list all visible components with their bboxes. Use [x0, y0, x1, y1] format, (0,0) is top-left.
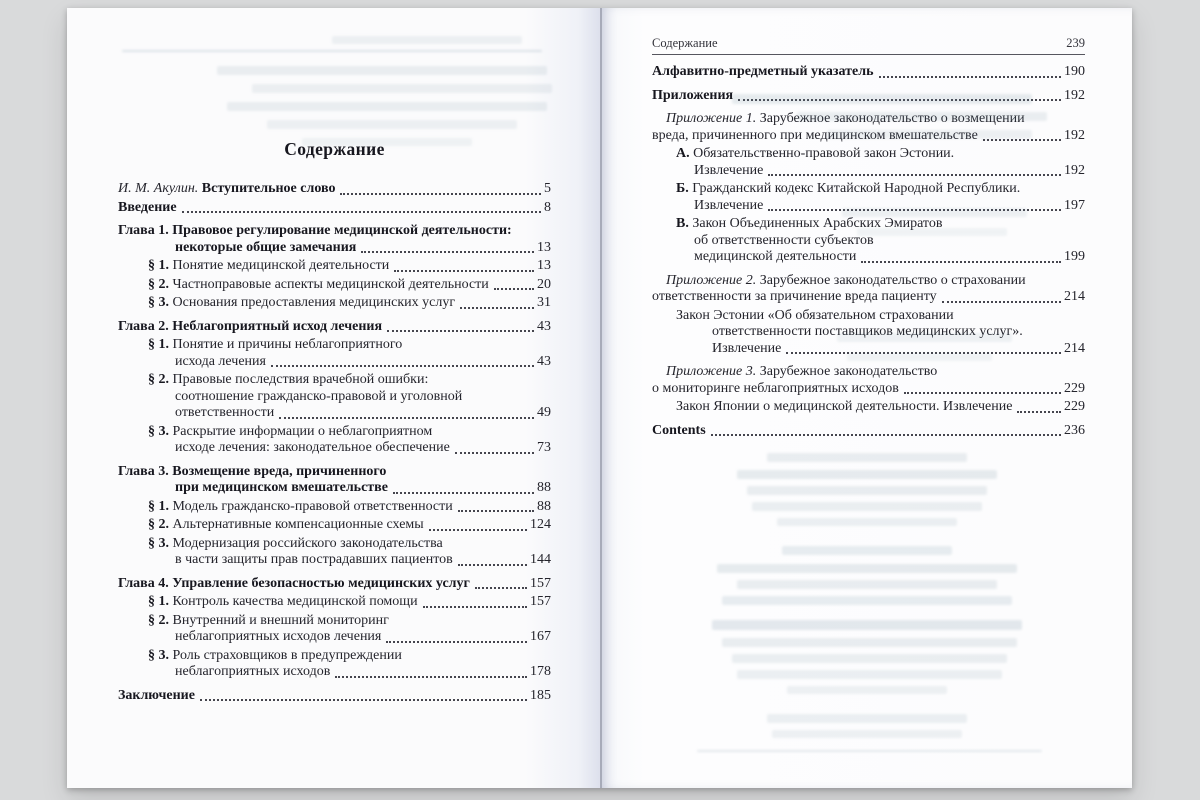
toc-entry — [652, 146, 1085, 179]
toc-page-number: 192 — [1064, 87, 1085, 103]
toc-text-segment: Б. — [676, 181, 693, 196]
dot-leader — [458, 564, 527, 566]
toc-line — [148, 277, 551, 294]
toc-line — [676, 399, 1085, 416]
toc-entry — [118, 576, 551, 593]
toc-entry — [652, 111, 1085, 144]
dot-leader — [458, 510, 534, 512]
toc-entry — [652, 308, 1085, 358]
toc-text-segment: Модернизация российского законодательства — [172, 535, 443, 551]
toc-entry — [118, 295, 551, 312]
toc-text-segment: § 2. — [148, 517, 173, 532]
bleed-through-ghost — [777, 518, 957, 526]
bleed-through-ghost — [752, 502, 982, 511]
toc-text — [652, 128, 978, 145]
toc-text-segment: Извлечение — [694, 162, 764, 178]
bleed-through-ghost — [767, 714, 967, 723]
toc-text — [148, 372, 428, 387]
toc-text — [175, 405, 274, 422]
toc-line — [652, 128, 1085, 145]
dot-leader — [386, 641, 527, 643]
toc-text-segment: Извлечение — [712, 340, 782, 356]
dot-leader — [904, 392, 1061, 394]
toc-page-number: 214 — [1064, 340, 1085, 356]
toc-text — [175, 240, 356, 257]
toc-text-segment: Частноправовые аспекты медицинской деятельности — [172, 276, 489, 292]
toc-text-segment: Зарубежное законодательство о страховании — [756, 272, 1026, 288]
toc-entry — [118, 372, 551, 422]
toc-line — [148, 424, 551, 441]
toc-line — [712, 324, 1085, 341]
toc-text — [694, 198, 763, 215]
toc-text-segment: об ответственности субъектов — [694, 232, 874, 248]
left-page — [67, 8, 600, 788]
dot-leader — [711, 434, 1061, 436]
toc-line — [652, 423, 1085, 440]
toc-line — [148, 536, 551, 553]
bleed-through-ghost — [332, 36, 522, 44]
toc-text-segment: § 2. — [148, 612, 173, 628]
toc-line — [694, 198, 1085, 215]
bleed-through-ghost — [782, 546, 952, 555]
toc-entry — [118, 200, 551, 217]
dot-leader — [879, 76, 1061, 78]
dot-leader — [786, 352, 1061, 354]
toc-text — [676, 399, 1012, 416]
dot-leader — [335, 676, 527, 678]
toc-line — [712, 341, 1085, 358]
toc-page-number: 8 — [544, 199, 551, 215]
toc-line — [694, 233, 1085, 250]
toc-page-number: 31 — [537, 295, 551, 310]
toc-line — [175, 405, 551, 422]
toc-text-segment: исхода лечения — [175, 353, 266, 369]
toc-text-segment: Извлечение — [694, 197, 764, 213]
toc-text-segment: § 3. — [148, 295, 173, 310]
toc-line — [148, 517, 551, 534]
toc-entry — [652, 273, 1085, 306]
toc-text-segment: Раскрытие информации о неблагоприятном — [172, 423, 433, 439]
toc-text — [652, 88, 733, 105]
toc-text-segment: Закон Объединенных Арабских Эмиратов — [692, 216, 943, 231]
toc-page-number: 49 — [537, 405, 551, 420]
toc-text-segment: при медицинском вмешательстве — [175, 480, 388, 495]
right-page — [600, 8, 1132, 788]
toc-text-segment: § 3. — [148, 535, 173, 551]
toc-text-segment: исходе лечения: законодательное обеспечение — [175, 440, 450, 455]
toc-line — [652, 88, 1085, 105]
toc-text — [148, 517, 424, 534]
toc-text — [175, 389, 462, 404]
toc-entry — [652, 216, 1085, 266]
toc-text-segment: ответственности — [175, 405, 275, 420]
bleed-through-ghost — [737, 470, 997, 479]
toc-text-segment: медицинской деятельности — [694, 249, 857, 264]
toc-line — [148, 372, 551, 389]
toc-line — [118, 464, 551, 481]
toc-entry — [118, 594, 551, 611]
toc-entry — [118, 277, 551, 294]
toc-text-segment: Глава 4. Управление безопасностью медицинских услуг — [118, 575, 470, 591]
toc-entry — [118, 337, 551, 370]
toc-text-segment: § 3. — [148, 423, 173, 439]
toc-line — [652, 64, 1085, 81]
toc-page-number: 199 — [1064, 249, 1085, 264]
toc-text — [175, 552, 453, 569]
toc-page-number: 43 — [537, 353, 551, 369]
bleed-through-ghost — [697, 750, 1042, 752]
toc-line — [148, 594, 551, 611]
toc-text-segment: Contents — [652, 422, 706, 438]
dot-leader — [983, 139, 1061, 141]
toc-text — [118, 181, 335, 198]
toc-entry — [652, 364, 1085, 397]
toc-text-segment: § 1. — [148, 498, 173, 514]
toc-text — [694, 163, 763, 180]
dot-leader — [200, 699, 527, 701]
dot-leader — [429, 529, 527, 531]
toc-line — [676, 308, 1085, 325]
dot-leader — [182, 211, 541, 213]
dot-leader — [494, 288, 534, 290]
dot-leader — [460, 307, 534, 309]
toc-text-segment: Закон Эстонии «Об обязательном страховании — [676, 307, 954, 323]
toc-page-number: 197 — [1064, 197, 1085, 213]
dot-leader — [279, 417, 534, 419]
toc-line — [148, 613, 551, 630]
toc-entry — [652, 399, 1085, 416]
toc-text-segment: Приложение 2. — [666, 272, 757, 288]
toc-line — [175, 240, 551, 257]
toc-page-number: 178 — [530, 664, 551, 679]
toc-text — [652, 381, 899, 398]
toc-text — [676, 181, 1020, 196]
page-title: Содержание — [284, 139, 385, 159]
toc-text-segment: И. М. Акулин. — [118, 181, 202, 196]
toc-line — [676, 216, 1085, 233]
toc-line — [175, 664, 551, 681]
toc-line — [666, 364, 1085, 381]
toc-entry — [118, 464, 551, 497]
bleed-through-ghost — [732, 654, 1007, 663]
toc-text-segment: ответственности поставщиков медицинских услуг». — [712, 324, 1023, 339]
toc-line — [175, 440, 551, 457]
toc-text-segment: Роль страховщиков в предупреждении — [172, 647, 402, 663]
toc-page-number: 13 — [537, 258, 551, 273]
header-rule — [652, 54, 1085, 55]
toc-page-number: 73 — [537, 440, 551, 455]
toc-text-segment: в части защиты прав пострадавших пациентов — [175, 552, 453, 567]
toc-text-segment: Правовые последствия врачебной ошибки: — [172, 372, 429, 387]
toc-text-segment: Глава 2. Неблагоприятный исход лечения — [118, 318, 383, 334]
toc-text — [148, 277, 489, 294]
toc-page-number: 20 — [537, 276, 551, 292]
toc-page-number: 192 — [1064, 127, 1085, 143]
dot-leader — [387, 330, 534, 332]
toc-text-segment: § 2. — [148, 372, 173, 387]
toc-text — [148, 613, 389, 628]
toc-line — [118, 223, 551, 240]
toc-text — [712, 324, 1023, 339]
toc-text-segment: некоторые общие замечания — [175, 239, 357, 255]
toc-line — [118, 688, 551, 705]
toc-text-segment: Приложение 3. — [666, 364, 757, 379]
toc-text-segment: Модель гражданско-правовой ответственности — [172, 498, 453, 514]
toc-text — [175, 664, 330, 681]
toc-entry — [118, 517, 551, 534]
toc-text — [712, 341, 781, 358]
toc-page-number: 124 — [530, 517, 551, 532]
toc-text-segment: Понятие медицинской деятельности — [172, 258, 390, 273]
toc-text-segment: Алфавитно-предметный указатель — [652, 64, 874, 79]
dot-leader — [768, 209, 1061, 211]
dot-leader — [455, 452, 534, 454]
toc-text-segment: А. — [676, 146, 694, 161]
toc-text — [694, 249, 856, 266]
toc-line — [175, 354, 551, 371]
dot-leader — [861, 261, 1061, 263]
toc-text-segment: § 2. — [148, 276, 173, 292]
toc-text-segment: Контроль качества медицинской помощи — [172, 594, 418, 609]
toc-page-number: 185 — [530, 687, 551, 703]
toc-page-number: 88 — [537, 480, 551, 495]
bleed-through-ghost — [227, 102, 547, 111]
toc-text — [148, 258, 389, 275]
toc-page-number: 229 — [1064, 399, 1085, 414]
bleed-through-ghost — [717, 564, 1017, 573]
toc-text — [666, 364, 937, 379]
dot-leader — [393, 492, 534, 494]
bleed-through-ghost — [722, 596, 1012, 605]
dot-leader — [340, 193, 541, 195]
toc-entry — [652, 88, 1085, 105]
folio-page-number: 239 — [1066, 36, 1085, 50]
toc-text — [175, 440, 450, 457]
toc-text — [666, 273, 1026, 288]
toc-text-segment: соотношение гражданско-правовой и уголовной — [175, 388, 463, 404]
toc-page-number: 144 — [530, 552, 551, 567]
toc-entry — [118, 536, 551, 569]
toc-entry — [118, 424, 551, 457]
toc-text — [118, 576, 470, 593]
toc-entry — [118, 181, 551, 198]
toc-page-number: 13 — [537, 239, 551, 255]
toc-text-segment: Зарубежное законодательство о возмещении — [756, 111, 1025, 126]
bleed-through-ghost — [772, 730, 962, 738]
dot-leader — [942, 301, 1061, 303]
toc-page-number: 192 — [1064, 162, 1085, 178]
toc-text-segment: Вступительное слово — [201, 181, 336, 196]
running-head — [652, 36, 1085, 51]
toc-text — [666, 111, 1025, 126]
dot-leader — [738, 99, 1061, 101]
toc-line — [652, 289, 1085, 306]
toc-text — [676, 216, 942, 231]
toc-line — [652, 381, 1085, 398]
toc-text-segment: Введение — [118, 199, 177, 215]
toc-page-number: 236 — [1064, 422, 1085, 438]
toc-text-segment: неблагоприятных исходов лечения — [175, 629, 382, 644]
toc-line — [118, 576, 551, 593]
toc-text — [175, 629, 381, 646]
toc-text-segment: Глава 3. Возмещение вреда, причиненного — [118, 463, 387, 479]
toc-text-segment: Глава 1. Правовое регулирование медицинской деятельности: — [118, 223, 512, 238]
toc-line — [694, 163, 1085, 180]
toc-text — [118, 223, 512, 238]
dot-leader — [361, 251, 534, 253]
toc-line — [118, 200, 551, 217]
toc-text-segment: § 1. — [148, 594, 173, 609]
dot-leader — [423, 606, 527, 608]
toc-line — [676, 181, 1085, 198]
toc-text-segment: § 1. — [148, 337, 173, 352]
toc-left — [118, 181, 551, 704]
bleed-through-ghost — [267, 120, 517, 129]
toc-page-number: 157 — [530, 575, 551, 591]
toc-page-number: 190 — [1064, 64, 1085, 79]
toc-text — [175, 480, 388, 497]
toc-entry — [118, 319, 551, 336]
toc-text-segment: Гражданский кодекс Китайской Народной Республики. — [692, 181, 1021, 196]
toc-page-number: 43 — [537, 318, 551, 334]
toc-entry — [118, 648, 551, 681]
toc-text — [652, 423, 706, 440]
toc-text — [694, 233, 874, 248]
toc-text-segment: Зарубежное законодательство — [756, 364, 938, 379]
toc-text — [676, 146, 954, 161]
toc-page-number: 157 — [530, 594, 551, 609]
toc-entry — [652, 423, 1085, 440]
toc-text-segment: Обязательственно-правовой закон Эстонии. — [693, 146, 955, 161]
dot-leader — [768, 174, 1061, 176]
toc-line — [666, 111, 1085, 128]
bleed-through-ghost — [122, 50, 542, 52]
bleed-through-ghost — [737, 670, 1002, 679]
toc-entry — [652, 64, 1085, 81]
dot-leader — [394, 270, 534, 272]
running-title: Содержание — [652, 36, 718, 50]
toc-entry — [118, 258, 551, 275]
toc-text-segment: Приложение 1. — [666, 111, 757, 126]
toc-right — [652, 64, 1085, 439]
toc-text-segment: о мониторинге неблагоприятных исходов — [652, 380, 899, 396]
toc-entry — [118, 688, 551, 705]
toc-line — [118, 319, 551, 336]
toc-text — [148, 295, 455, 312]
toc-page-number: 229 — [1064, 380, 1085, 396]
bleed-through-ghost — [747, 486, 987, 495]
toc-text — [148, 337, 402, 352]
toc-text-segment: Приложения — [652, 87, 734, 103]
bleed-through-ghost — [737, 580, 997, 589]
toc-text-segment: Альтернативные компенсационные схемы — [172, 517, 424, 532]
toc-line — [148, 648, 551, 665]
toc-line — [694, 249, 1085, 266]
toc-entry — [118, 613, 551, 646]
toc-text-segment: ответственности за причинение вреда пациенту — [652, 289, 937, 304]
toc-line — [666, 273, 1085, 290]
toc-entry — [652, 181, 1085, 214]
toc-text — [148, 594, 418, 611]
toc-line — [148, 258, 551, 275]
toc-text-segment: В. — [676, 216, 693, 231]
toc-text-segment: неблагоприятных исходов — [175, 664, 331, 679]
toc-line — [175, 480, 551, 497]
toc-text-segment: Основания предоставления медицинских услуг — [172, 295, 456, 310]
bleed-through-ghost — [722, 638, 1017, 647]
toc-text — [175, 354, 266, 371]
toc-text — [148, 424, 432, 439]
toc-text — [148, 499, 453, 516]
toc-page-number: 167 — [530, 629, 551, 644]
toc-entry — [118, 499, 551, 516]
toc-text-segment: Заключение — [118, 687, 195, 703]
bleed-through-ghost — [712, 620, 1022, 630]
toc-line — [175, 552, 551, 569]
toc-text — [652, 64, 874, 81]
toc-text-segment: вреда, причиненного при медицинском вмешательстве — [652, 127, 978, 143]
toc-page-number: 5 — [544, 181, 551, 196]
toc-text-segment: Понятие и причины неблагоприятного — [172, 337, 403, 352]
toc-line — [118, 181, 551, 198]
toc-line — [175, 629, 551, 646]
dot-leader — [475, 587, 527, 589]
toc-line — [148, 295, 551, 312]
toc-page-number: 214 — [1064, 289, 1085, 304]
toc-text — [148, 648, 402, 663]
toc-text — [118, 464, 386, 479]
bleed-through-ghost — [217, 66, 547, 75]
toc-text — [148, 536, 443, 551]
toc-text — [118, 688, 195, 705]
toc-line — [148, 337, 551, 354]
toc-text-segment: Закон Японии о медицинской деятельности. Извлечение — [676, 399, 1013, 414]
toc-text — [118, 319, 382, 336]
book-spread — [67, 8, 1132, 788]
dot-leader — [271, 365, 534, 367]
toc-text-segment: Внутренний и внешний мониторинг — [172, 612, 389, 628]
bleed-through-ghost — [252, 84, 552, 93]
toc-line — [676, 146, 1085, 163]
toc-text-segment: § 3. — [148, 647, 173, 663]
bleed-through-ghost — [767, 453, 967, 462]
toc-text — [676, 308, 954, 323]
toc-text — [118, 200, 177, 217]
dot-leader — [1017, 411, 1061, 413]
toc-line — [175, 389, 551, 406]
toc-line — [148, 499, 551, 516]
toc-entry — [118, 223, 551, 256]
toc-page-number: 88 — [537, 498, 551, 514]
toc-text-segment: § 1. — [148, 258, 173, 273]
toc-text — [652, 289, 937, 306]
bleed-through-ghost — [787, 686, 947, 694]
